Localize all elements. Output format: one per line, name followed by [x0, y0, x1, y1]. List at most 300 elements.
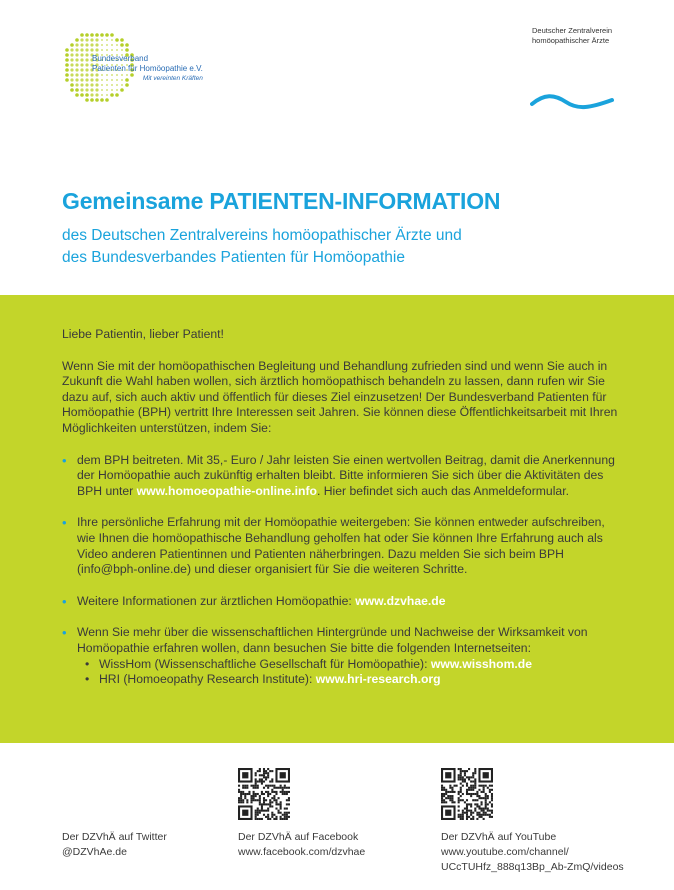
qr-module [483, 814, 485, 816]
qr-module [267, 818, 269, 820]
qr-module [267, 791, 269, 793]
facebook-url[interactable]: www.facebook.com/dzvhae [238, 846, 366, 858]
twitter-label: Der DZVhÄ auf Twitter [62, 831, 167, 843]
logo-dot [101, 49, 103, 51]
qr-module [460, 791, 462, 793]
qr-module [462, 814, 464, 816]
qr-module [250, 795, 252, 797]
logo-dot [85, 58, 88, 61]
logo-dot [85, 63, 88, 66]
qr-module [280, 787, 282, 789]
qr-module [286, 787, 288, 789]
bph-website-link[interactable]: www.homoeopathie-online.info [136, 483, 317, 498]
qr-module [257, 780, 259, 782]
qr-module [485, 814, 487, 816]
qr-module [491, 797, 493, 799]
qr-module [468, 793, 470, 795]
qr-module [460, 787, 462, 789]
qr-module [458, 810, 460, 812]
qr-module [460, 770, 462, 772]
qr-module [445, 801, 447, 803]
qr-module [273, 797, 275, 799]
logo-dot [75, 48, 78, 51]
logo-dot [106, 39, 108, 41]
qr-module [267, 795, 269, 797]
qr-module [472, 799, 474, 801]
qr-module [449, 797, 451, 799]
qr-module [284, 808, 286, 810]
qr-module [441, 795, 443, 797]
qr-module [250, 785, 252, 787]
qr-module [265, 816, 267, 818]
logo-dot [65, 68, 69, 72]
logo-dot [95, 43, 98, 46]
qr-module [257, 818, 259, 820]
qr-module [288, 787, 290, 789]
qr-module [458, 816, 460, 818]
qr-module [468, 789, 470, 791]
logo-dot [111, 44, 113, 46]
qr-module [240, 799, 242, 801]
qr-module [259, 810, 261, 812]
qr-module [271, 789, 273, 791]
qr-module [458, 814, 460, 816]
qr-module [458, 797, 460, 799]
qr-module [491, 795, 493, 797]
qr-finder-module [242, 772, 248, 778]
qr-module [462, 816, 464, 818]
qr-module [263, 810, 265, 812]
qr-module [478, 789, 480, 791]
qr-module [288, 799, 290, 801]
logo-dot [90, 38, 93, 41]
qr-module [265, 803, 267, 805]
dzvhae-logo [532, 26, 612, 46]
qr-module [478, 805, 480, 807]
qr-module [278, 797, 280, 799]
qr-module [476, 799, 478, 801]
qr-module [462, 770, 464, 772]
logo-dot [75, 83, 78, 86]
qr-module [462, 793, 464, 795]
qr-module [259, 768, 261, 770]
qr-module [485, 785, 487, 787]
qr-module [255, 778, 257, 780]
qr-module [261, 793, 263, 795]
qr-module [481, 816, 483, 818]
salutation: Liebe Patientin, lieber Patient! [62, 327, 224, 341]
logo-dot [101, 39, 103, 41]
qr-module [491, 812, 493, 814]
qr-module [458, 776, 460, 778]
logo-dot [80, 38, 83, 41]
logo-dot [80, 73, 83, 76]
qr-module [464, 801, 466, 803]
qr-module [441, 797, 443, 799]
logo-dot [106, 94, 108, 96]
qr-module [491, 789, 493, 791]
qr-module [257, 785, 259, 787]
logo-dot [70, 53, 73, 56]
logo-dot [70, 83, 74, 87]
qr-module [478, 795, 480, 797]
qr-module [491, 803, 493, 805]
qr-module [466, 770, 468, 772]
qr-module [280, 785, 282, 787]
qr-module [259, 774, 261, 776]
qr-module [253, 785, 255, 787]
logo-dot [70, 68, 73, 71]
qr-module [282, 787, 284, 789]
logo-dot [116, 49, 118, 51]
qr-module [466, 793, 468, 795]
qr-module [263, 776, 265, 778]
qr-module [462, 799, 464, 801]
qr-module [445, 789, 447, 791]
qr-module [259, 780, 261, 782]
facebook-qr-code-icon[interactable] [238, 768, 290, 820]
qr-module [478, 814, 480, 816]
action-list [62, 453, 622, 688]
qr-module [250, 799, 252, 801]
qr-module [261, 810, 263, 812]
bph-logo-line2: Patienten für Homöopathie e.V. [92, 64, 203, 73]
qr-module [458, 799, 460, 801]
qr-module [261, 778, 263, 780]
qr-module [238, 789, 240, 791]
qr-module [441, 789, 443, 791]
qr-module [453, 791, 455, 793]
qr-module [267, 814, 269, 816]
qr-module [282, 789, 284, 791]
qr-module [458, 768, 460, 770]
logo-dot [65, 73, 69, 77]
qr-module [468, 778, 470, 780]
logo-dot [95, 88, 98, 91]
qr-module [445, 793, 447, 795]
qr-module [470, 785, 472, 787]
qr-finder-module [280, 772, 286, 778]
dzvhae-logo-line2: homöopathischer Ärzte [532, 36, 610, 45]
qr-module [464, 770, 466, 772]
logo-dot [70, 58, 73, 61]
qr-module [476, 803, 478, 805]
logo-dot [85, 88, 88, 91]
qr-module [286, 818, 288, 820]
youtube-label: Der DZVhÄ auf YouTube [441, 831, 557, 843]
logo-dot [125, 48, 129, 52]
qr-module [472, 816, 474, 818]
qr-module [449, 791, 451, 793]
qr-module [468, 787, 470, 789]
logo-dot [116, 44, 118, 46]
logo-dot [75, 68, 78, 71]
qr-module [449, 787, 451, 789]
qr-module [273, 814, 275, 816]
qr-module [273, 799, 275, 801]
qr-module [240, 791, 242, 793]
hri-link[interactable]: www.hri-research.org [315, 672, 441, 687]
logo-dot [110, 33, 114, 37]
qr-module [269, 793, 271, 795]
qr-module [284, 818, 286, 820]
qr-module [257, 799, 259, 801]
qr-module [443, 799, 445, 801]
qr-module [275, 787, 277, 789]
qr-module [472, 780, 474, 782]
qr-module [271, 805, 273, 807]
logo-dot [85, 48, 88, 51]
intro-paragraph: Wenn Sie mit der homöopathischen Begleitung und Behandlung zufrieden sind und wenn Sie auch in Zukunft die Wahl haben wollen, sich ärztlich homöopathisch behandeln zu lassen, dann rufen wir Sie dazu auf, sich auch aktiv und öffentlich für dieses Ziel einzusetzen! Der Bundesverband Patienten für Homöopathie (BPH) vertritt Ihre Interessen seit Jahren. Sie können diese Öffentlichkeitsarbeit mit Ihren Möglichkeiten unterstützen, indem Sie: [62, 358, 618, 435]
qr-module [483, 789, 485, 791]
qr-module [244, 795, 246, 797]
qr-module [263, 774, 265, 776]
qr-module [263, 787, 265, 789]
qr-module [284, 812, 286, 814]
qr-module [271, 812, 273, 814]
logo-dot [70, 73, 73, 76]
qr-module [259, 801, 261, 803]
dzvhae-website-link[interactable]: www.dzvhae.de [355, 593, 446, 608]
qr-module [275, 801, 277, 803]
logo-dot [111, 89, 113, 91]
qr-module [275, 799, 277, 801]
qr-module [474, 808, 476, 810]
qr-module [257, 810, 259, 812]
qr-module [267, 803, 269, 805]
qr-module [491, 793, 493, 795]
logo-dot [75, 53, 78, 56]
qr-module [275, 816, 277, 818]
qr-module [255, 816, 257, 818]
qr-module [489, 810, 491, 812]
qr-module [282, 791, 284, 793]
qr-module [485, 801, 487, 803]
qr-module [267, 785, 269, 787]
list-item [62, 625, 622, 687]
qr-module [242, 793, 244, 795]
qr-module [472, 785, 474, 787]
qr-module [468, 816, 470, 818]
logo-dot [80, 83, 83, 86]
qr-module [259, 818, 261, 820]
qr-module [466, 776, 468, 778]
qr-module [253, 797, 255, 799]
logo-dot [101, 84, 103, 86]
qr-module [458, 801, 460, 803]
qr-module [263, 803, 265, 805]
qr-module [255, 795, 257, 797]
qr-module [470, 814, 472, 816]
youtube-url-line2[interactable]: UCcTUHfz_888q13Bp_Ab-ZmQ/videos [441, 861, 624, 873]
twitter-handle[interactable]: @DZVhAe.de [62, 846, 127, 858]
logo-dot [80, 68, 83, 71]
logo-dot [65, 58, 69, 62]
qr-module [460, 818, 462, 820]
youtube-url-line1[interactable]: www.youtube.com/channel/ [441, 846, 569, 858]
logo-dot [90, 88, 93, 91]
qr-module [476, 793, 478, 795]
qr-module [240, 795, 242, 797]
qr-module [275, 808, 277, 810]
logo-dot [95, 48, 98, 51]
qr-module [481, 810, 483, 812]
logo-dot [106, 44, 108, 46]
qr-module [460, 789, 462, 791]
qr-module [451, 789, 453, 791]
qr-module [244, 787, 246, 789]
qr-module [447, 795, 449, 797]
qr-module [474, 810, 476, 812]
qr-module [476, 812, 478, 814]
qr-module [273, 787, 275, 789]
qr-module [487, 814, 489, 816]
logo-dot [111, 84, 113, 86]
wisshom-link[interactable]: www.wisshom.de [430, 656, 533, 671]
qr-module [487, 797, 489, 799]
qr-module [284, 791, 286, 793]
sub-list [77, 657, 622, 688]
qr-module [265, 810, 267, 812]
logo-dot [90, 33, 94, 37]
qr-module [476, 805, 478, 807]
sub-list-item [85, 657, 622, 673]
logo-dot [70, 48, 73, 51]
logo-dot [95, 93, 98, 96]
logo-dot [85, 68, 88, 71]
qr-module [246, 801, 248, 803]
qr-module [464, 808, 466, 810]
qr-finder-module [242, 810, 248, 816]
qr-module [263, 772, 265, 774]
logo-dot [65, 48, 69, 52]
qr-module [483, 785, 485, 787]
qr-module [466, 816, 468, 818]
logo-dot [90, 98, 94, 102]
qr-module [248, 793, 250, 795]
sub2-text: HRI (Homoeopathy Research Institute): [99, 672, 316, 687]
qr-module [278, 810, 280, 812]
bullet4-text: Wenn Sie mehr über die wissenschaftlichen Hintergründe und Nachweise der Wirksamkeit von Homöopathie erfahren wollen, dann besuchen Sie bitte die folgenden Internetseiten: [77, 625, 588, 655]
qr-module [462, 812, 464, 814]
qr-module [286, 799, 288, 801]
qr-module [255, 785, 257, 787]
qr-module [466, 789, 468, 791]
qr-module [238, 797, 240, 799]
bullet1-text-b: . Hier befindet sich auch das Anmeldeformular. [316, 483, 569, 498]
qr-module [267, 816, 269, 818]
qr-module [451, 801, 453, 803]
qr-module [261, 808, 263, 810]
qr-module [451, 797, 453, 799]
qr-module [483, 791, 485, 793]
qr-module [445, 791, 447, 793]
logo-dot [85, 78, 88, 81]
qr-module [483, 808, 485, 810]
qr-module [470, 789, 472, 791]
logo-dot [116, 84, 118, 86]
qr-module [443, 795, 445, 797]
qr-module [267, 772, 269, 774]
qr-module [255, 814, 257, 816]
logo-dot [106, 89, 108, 91]
youtube-qr-code-icon[interactable] [441, 768, 493, 820]
qr-module [487, 795, 489, 797]
logo-dot [101, 89, 103, 91]
qr-module [284, 816, 286, 818]
qr-module [474, 799, 476, 801]
qr-module [257, 808, 259, 810]
qr-module [453, 801, 455, 803]
qr-module [263, 797, 265, 799]
logo-dot [80, 88, 83, 91]
qr-module [278, 812, 280, 814]
qr-module [263, 801, 265, 803]
qr-module [470, 803, 472, 805]
qr-module [462, 810, 464, 812]
qr-module [263, 780, 265, 782]
qr-module [259, 799, 261, 801]
logo-dot [85, 33, 89, 37]
qr-module [470, 776, 472, 778]
qr-module [464, 780, 466, 782]
qr-module [460, 816, 462, 818]
qr-module [481, 808, 483, 810]
qr-module [460, 768, 462, 770]
logo-dot [70, 88, 74, 92]
qr-module [485, 812, 487, 814]
qr-module [240, 801, 242, 803]
qr-module [470, 787, 472, 789]
qr-module [472, 774, 474, 776]
logo-dot [90, 93, 93, 96]
logo-dot [111, 49, 113, 51]
qr-module [481, 797, 483, 799]
qr-module [441, 785, 443, 787]
qr-module [466, 783, 468, 785]
logo-dot [105, 98, 109, 102]
qr-module [271, 814, 273, 816]
qr-module [263, 799, 265, 801]
info-panel [0, 295, 674, 743]
qr-module [464, 812, 466, 814]
qr-module [286, 814, 288, 816]
qr-module [267, 776, 269, 778]
qr-module [466, 791, 468, 793]
qr-module [280, 805, 282, 807]
qr-module [443, 801, 445, 803]
qr-module [462, 818, 464, 820]
qr-module [271, 770, 273, 772]
logo-dot [90, 43, 93, 46]
qr-module [478, 785, 480, 787]
bullet3-text: Weitere Informationen zur ärztlichen Homöopathie: [77, 593, 356, 608]
qr-module [255, 812, 257, 814]
logo-dot [121, 49, 123, 51]
qr-finder-module [445, 810, 451, 816]
qr-module [267, 808, 269, 810]
qr-module [240, 793, 242, 795]
logo-dot [70, 78, 73, 81]
logo-dot [75, 43, 78, 46]
qr-module [460, 774, 462, 776]
qr-module [255, 772, 257, 774]
qr-module [491, 799, 493, 801]
qr-module [284, 793, 286, 795]
qr-module [483, 810, 485, 812]
logo-dot [80, 93, 84, 97]
logo-dot [110, 93, 114, 97]
